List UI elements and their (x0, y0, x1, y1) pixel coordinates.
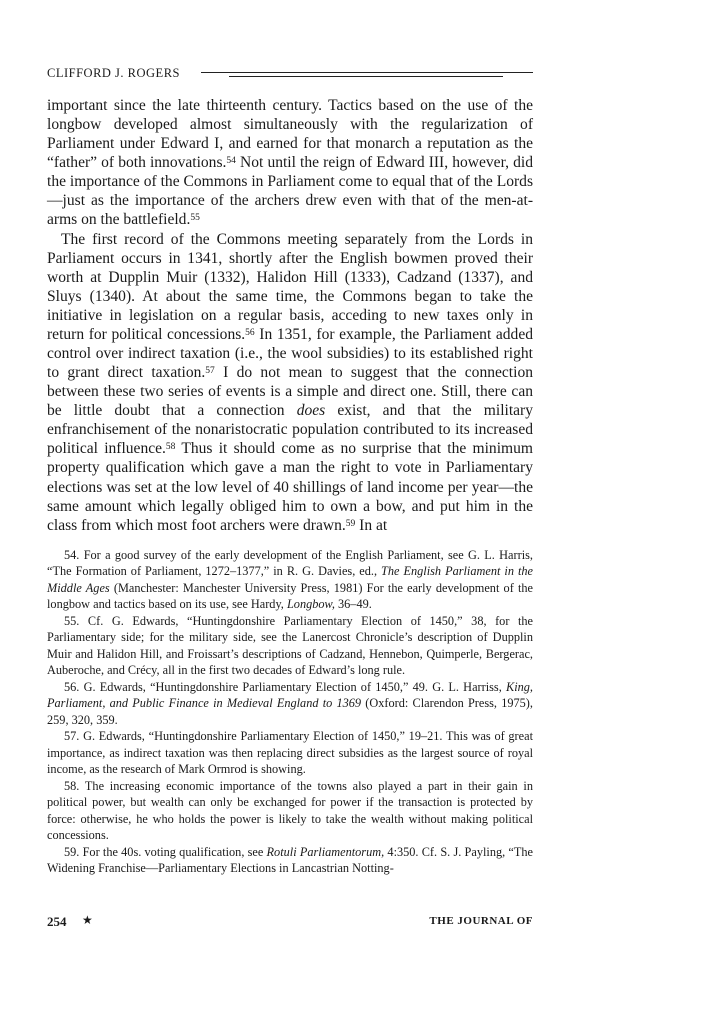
running-head (47, 64, 533, 84)
paragraph-text: I do not mean to suggest that the connection between these two series of events is a simple and direct one. Still, there can be little doubt that a connection (47, 364, 533, 420)
footnote-italic: Longbow, (286, 597, 335, 612)
footnote-59 (47, 844, 533, 877)
paragraph-text: Thus it should come as no surprise that the minimum property qualification which gave a man the right to vote in Parliamentary elections was set at the low level of 40 shillings of land income per year—the same amount which legally obliged him to own a bow, and put him in the class from which most foot archers were drawn. (47, 440, 533, 534)
running-head-author: CLIFFORD J. ROGERS (47, 66, 180, 80)
footnotes (47, 547, 533, 877)
footnote-text: 4:350. Cf. S. J. Payling, “The Widening Franchise—Parliamentary Elections in Lancastrian Notting- (47, 844, 533, 876)
paragraph-text: Not until the reign of Edward III, however, did the importance of the Commons in Parliament come to equal that of the Lords—just as the importance of the archers drew even with that of the men-at-arms on the battlefield. (47, 154, 533, 229)
page (47, 64, 533, 877)
footnote-58 (47, 778, 533, 844)
footnote-text: 36–49. (334, 597, 372, 612)
footnote-ref[interactable]: 58 (165, 442, 176, 453)
footnote-57 (47, 728, 533, 778)
header-rule (201, 72, 533, 73)
page-number: 254 (47, 914, 67, 929)
running-foot-journal: THE JOURNAL OF (429, 915, 533, 927)
footnote-text: 59. For the 40s. voting qualification, see (64, 844, 267, 859)
footnote-ref[interactable]: 55 (190, 213, 200, 224)
footnote-55 (47, 613, 533, 679)
footnote-italic: King, Parliament, and Public Finance in Medieval England to 1369 (47, 679, 533, 711)
footnote-ref[interactable]: 57 (205, 366, 215, 377)
footnote-56 (47, 679, 533, 729)
emphasis: does (296, 402, 326, 420)
star-icon: ★ (82, 913, 93, 927)
footnote-text: 57. G. Edwards, “Huntingdonshire Parliamentary Election of 1450,” 19–21. This was of great importance, as indirect taxation was then replacing direct subsidies as the largest source of royal income, as the research of Mark Ormrod is showing. (47, 729, 533, 777)
footnote-italic: The English Parliament in the Middle Ages (47, 564, 533, 595)
page-footer (47, 914, 533, 930)
footnote-ref[interactable]: 56 (245, 327, 255, 338)
paragraph-text: The first record of the Commons meeting separately from the Lords in Parliament occurs in 1341, shortly after the English bowmen proved their worth at Dupplin Muir (1332), Halidon Hill (1333), Cadzand (1337), and Sluys (1340). At about the same time, the Commons began to take the initiative in legislation on a regular basis, acceding to new taxes only in return for political concessions. (47, 230, 533, 343)
footnote-text: (Oxford: Clarendon Press, 1975), 259, 320, 359. (47, 696, 533, 727)
footnote-italic: Rotuli Parliamentorum, (266, 844, 385, 859)
footnote-text: 56. G. Edwards, “Huntingdonshire Parliamentary Election of 1450,” 49. G. L. Harriss, (64, 679, 506, 694)
footnote-ref[interactable]: 54 (226, 156, 236, 167)
paragraph-text: important since the late thirteenth century. Tactics based on the use of the longbow developed almost simultaneously with the regularization of Parliament under Edward I, and earned for that monarch a reputation as the “father” of both innovations. (47, 97, 533, 172)
paragraph-text: In at (355, 516, 388, 534)
body-text (47, 96, 533, 535)
paragraph-text: exist, and that the military enfranchisement of the nonaristocratic population contributed to its increased political influence. (47, 402, 533, 458)
footnote-text: 54. For a good survey of the early development of the English Parliament, see G. L. Harris, “The Formation of Parliament, 1272–1377,” in R. G. Davies, ed., (47, 547, 533, 579)
footnote-ref[interactable]: 59 (345, 518, 356, 529)
footnote-text: (Manchester: Manchester University Press, 1981) For the early development of the longbow and tactics based on its use, see Hardy, (47, 580, 533, 612)
paragraph (47, 230, 533, 535)
paragraph (47, 96, 533, 230)
header-rule-thin (229, 76, 503, 77)
footnote-54 (47, 547, 533, 613)
paragraph-text: In 1351, for example, the Parliament added control over indirect taxation (i.e., the wool subsidies) to its established right to grant direct taxation. (47, 325, 533, 382)
footnote-text: 58. The increasing economic importance of the towns also played a part in their gain in political power, but wealth can only be exchanged for power if the transaction is protected by force: otherwise, he who holds the power is likely to take the wealth without making political concessions. (47, 778, 533, 843)
footnote-text: 55. Cf. G. Edwards, “Huntingdonshire Parliamentary Election of 1450,” 38, for the Parliamentary side; for the military side, see the Lanercost Chronicle’s description of Dupplin Muir and Halidon Hill, and Froissart’s descriptions of Cadzand, Hennebon, Quimperle, Bergerac, Auberoche, and Crécy, all in the first two decades of Edward’s long rule. (47, 613, 533, 678)
